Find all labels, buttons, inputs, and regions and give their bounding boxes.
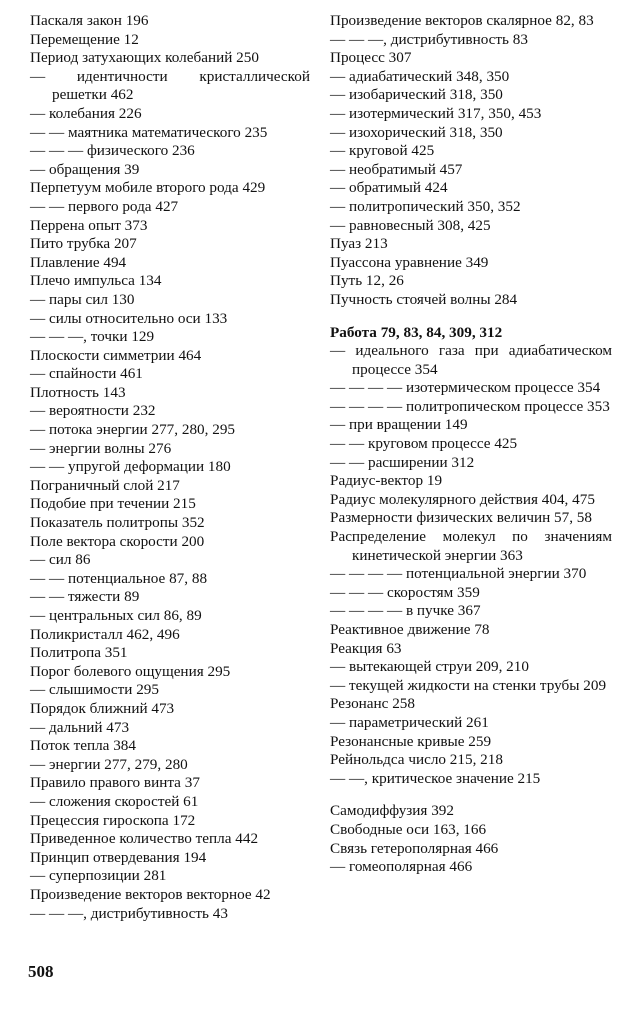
index-entry: Пучность стоячей волны 284 (330, 290, 518, 308)
index-entry: Распределение молекул по значениям кинетической энергии 363 (330, 528, 612, 564)
index-entry: — — — физического 236 (30, 142, 195, 160)
index-entry: — параметрический 261 (330, 713, 489, 731)
index-entry: — вероятности 232 (30, 402, 156, 420)
index-entry: — — —, точки 129 (30, 328, 155, 346)
index-entry: — суперпозиции 281 (30, 867, 167, 885)
index-entry: Плоскости симметрии 464 (30, 346, 202, 364)
index-entry: Перрена опыт 373 (30, 216, 148, 234)
index-entry: Рейнольдса число 215, 218 (330, 751, 503, 769)
page-number: 508 (28, 962, 54, 981)
index-entry: — центральных сил 86, 89 (30, 607, 202, 624)
index-column-left (30, 12, 310, 923)
index-entry: — изотермический 317, 350, 453 (330, 104, 542, 122)
index-entry: — изохорический 318, 350 (330, 123, 503, 141)
index-entry: Свободные оси 163, 166 (330, 820, 487, 838)
index-entry: — — потенциальное 87, 88 (30, 569, 208, 587)
index-entry: Перемещение 12 (30, 30, 139, 48)
index-column-right (330, 12, 612, 877)
index-entry: Связь гетерополярная 466 (330, 839, 499, 857)
index-entry: — сложения скоростей 61 (30, 792, 199, 810)
index-entry: Резонанс 258 (330, 695, 415, 713)
index-entry: — изобарический 318, 350 (330, 86, 503, 104)
section-gap (330, 310, 612, 324)
index-entry: Произведение векторов скалярное 82, 83 (330, 12, 594, 29)
index-entry: — — круговом процессе 425 (330, 435, 518, 453)
index-entry: Правило правого винта 37 (30, 774, 200, 792)
index-entry: — —, критическое значение 215 (330, 769, 541, 787)
index-entry: Принцип отвердевания 194 (30, 848, 207, 866)
index-entry: Произведение векторов векторное 42 (30, 885, 271, 903)
index-entry: Показатель политропы 352 (30, 514, 205, 532)
index-entry: — дальний 473 (30, 718, 130, 736)
index-entry: — — — — изотермическом процессе 354 (330, 379, 601, 397)
index-entry: — — упругой деформации 180 (30, 458, 231, 476)
index-entry: Реактивное движение 78 (330, 621, 490, 638)
index-entry: — равновесный 308, 425 (330, 216, 491, 234)
index-entry: Приведенное количество тепла 442 (30, 830, 259, 848)
index-entry: — спайности 461 (30, 365, 143, 383)
index-entry: — колебания 226 (30, 104, 142, 122)
index-entry: Период затухающих колебаний 250 (30, 49, 259, 67)
index-entry: Радиус-вектор 19 (330, 472, 443, 490)
index-entry: Плавление 494 (30, 253, 127, 271)
index-entry: Процесс 307 (330, 49, 412, 67)
index-entry: Работа 79, 83, 84, 309, 312 (330, 323, 503, 341)
index-entry: Пуассона уравнение 349 (330, 253, 489, 271)
index-entry: — сил 86 (30, 551, 91, 569)
index-entry: Поликристалл 462, 496 (30, 625, 180, 643)
index-entry: — слышимости 295 (30, 681, 159, 699)
index-entry: — необратимый 457 (330, 160, 463, 178)
index-entry: Реакция 63 (330, 639, 402, 657)
index-entry: — — —, дистрибутивность 83 (330, 30, 528, 48)
index-entry: — пары сил 130 (30, 290, 135, 308)
index-entry: — — первого рода 427 (30, 197, 179, 215)
index-entry: — — — скоростям 359 (330, 583, 480, 601)
index-entry: Прецессия гироскопа 172 (30, 811, 196, 829)
index-entry: Пуаз 213 (330, 235, 388, 253)
index-entry: — политропический 350, 352 (330, 197, 521, 215)
index-entry: Пито трубка 207 (30, 235, 137, 253)
index-entry: Порог болевого ощущения 295 (30, 662, 231, 680)
index-entry: — при вращении 149 (330, 416, 468, 434)
index-entry: — круговой 425 (330, 142, 435, 160)
index-entry: — — — — потенциальной энергии 370 (330, 565, 587, 583)
index-entry: — — тяжести 89 (30, 588, 140, 606)
index-entry: — — —, дистрибутивность 43 (30, 904, 228, 922)
index-entry: Самодиффузия 392 (330, 802, 454, 820)
index-entry: Пограничный слой 217 (30, 476, 180, 494)
index-entry: — обращения 39 (30, 160, 140, 178)
index-entry: — энергии волны 276 (30, 439, 172, 457)
index-entry: — идентичности кристаллической решетки 462 (30, 67, 310, 104)
index-entry: Радиус молекулярного действия 404, 475 (330, 490, 595, 508)
index-entry: — обратимый 424 (330, 179, 448, 197)
index-entry: Плечо импульса 134 (30, 272, 162, 290)
index-entry: — — расширении 312 (330, 453, 475, 471)
index-entry: Порядок ближний 473 (30, 699, 175, 717)
index-entry: Путь 12, 26 (330, 272, 404, 290)
index-entry: Поток тепла 384 (30, 737, 136, 755)
index-entry: Перпетуум мобиле второго рода 429 (30, 179, 266, 197)
index-entry: — потока энергии 277, 280, 295 (30, 421, 236, 439)
index-entry: Политропа 351 (30, 644, 128, 662)
index-entry: Плотность 143 (30, 383, 126, 401)
index-entry: — вытекающей струи 209, 210 (330, 658, 529, 676)
index-entry: Паскаля закон 196 (30, 12, 149, 29)
section-gap (330, 788, 612, 802)
index-entry: — — — — политропическом процессе 353 (330, 397, 610, 415)
index-entry: — адиабатический 348, 350 (330, 67, 510, 85)
index-entry: Подобие при течении 215 (30, 495, 196, 513)
index-entry: Поле вектора скорости 200 (30, 532, 205, 550)
index-entry: — энергии 277, 279, 280 (30, 755, 188, 773)
index-entry: — — маятника математического 235 (30, 123, 268, 141)
index-entry: Размерности физических величин 57, 58 (330, 509, 592, 527)
index-entry: — — — — в пучке 367 (330, 602, 481, 620)
index-entry: — идеального газа при адиабатическом процессе 354 (330, 342, 612, 378)
index-entry: — гомеополярная 466 (330, 858, 473, 876)
index-entry: Резонансные кривые 259 (330, 732, 492, 750)
index-entry: — силы относительно оси 133 (30, 309, 228, 327)
index-entry: — текущей жидкости на стенки трубы 209 (330, 676, 607, 694)
